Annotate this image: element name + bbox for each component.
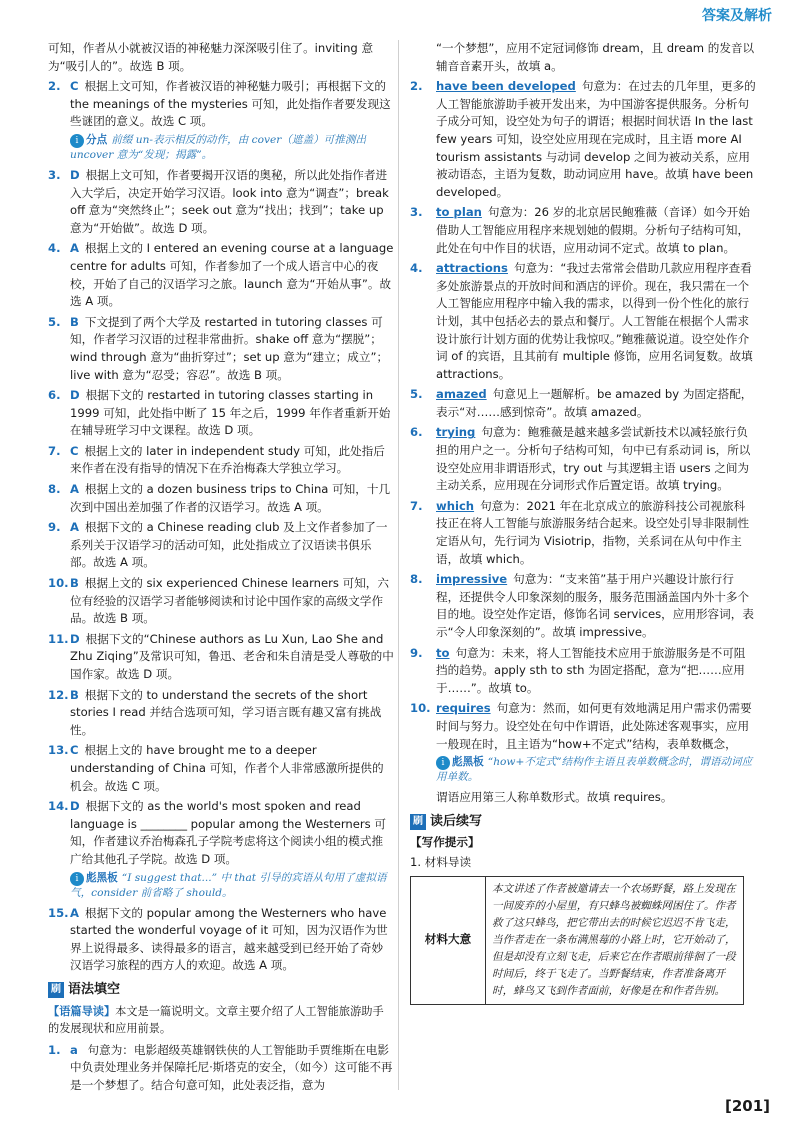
writing-section-title: 读后续写	[430, 813, 483, 829]
answer-explanation: 根据上文可知，作者被汉语的神秘魅力吸引；再根据下文的 the meanings of the mysteries 可知，此处指作者要发现这些谜团的意义。故选 C 项。	[70, 79, 391, 129]
answer-explanation: 句意为：“我过去常常会借助几款应用程序查看多处旅游景点的开放时间和酒店的评价。现在，我只需在一个人工智能应用程序中输入我的需求，以得到一份个性化的旅行计划，其中包括必去的景点和餐厅。人工智能在根据个人需求设计旅行计划方面的优势让我惊叹。”鲍雅薇说道。设空处作介词 of 的宾语，且其前有 multiple 修饰，应用名词复数。故填 attractions。	[436, 261, 753, 381]
header-title: 答案及解析	[702, 8, 772, 24]
answer-explanation: 句意见上一题解析。be amazed by 为固定搭配，表示“对……感到惊奇”。故填 amazed。	[436, 387, 753, 419]
answer-explanation: 句意为：鲍雅薇是越来越多尝试新技术以减轻旅行负担的用户之一。分析句子结构可知，句中已有系动词 is，所以设空处应用非谓语形式，try out 与其逻辑主语 users 之间为主动关系，应用现在分词形式作后置定语。故填 trying。	[436, 425, 751, 493]
answer-item	[48, 742, 394, 795]
answer-explanation: 句意为：26 岁的北京居民鲍雅薇（音译）如今开始借助人工智能应用程序来规划她的假期。分析句子结构可知，此处在句中作目的状语，应用动词不定式。故填 to plan。	[436, 205, 750, 255]
answer-item	[410, 386, 756, 421]
answer-explanation: 句意为：2021 年在北京成立的旅游科技公司视旅科技正在将人工智能与旅游服务结合起来。设空处引导非限制性定语从句，先行词为 Visiotrip，指物，关系词在从句中作主语，故填 which。	[436, 498, 750, 566]
answer-number: 7.	[48, 443, 61, 458]
answer-item	[48, 387, 394, 440]
answer-number: 11.	[48, 631, 69, 646]
answer-key: B	[70, 576, 79, 591]
answer-key: impressive	[436, 572, 508, 587]
left-answer-list	[48, 78, 394, 975]
answer-number: 3.	[410, 205, 423, 220]
answer-explanation: 句意为：在过去的几年里，更多的人工智能旅游助手被开发出来，为中国游客提供服务。分析句子成分可知，设空处为句子的谓语；根据时间状语 In the last few years 可知，设空处应用现在完成时，且主语 more AI tourism assistants 与动词 develop 之间为被动关系，应用被动语态，主语为复数，助动词应用 have。故填 have been developed。	[436, 79, 756, 199]
left-intro: 可知，作者从小就被汉语的神秘魅力深深吸引住了。inviting 意为“吸引人的”。故选 B 项。	[48, 41, 374, 73]
answer-item	[410, 260, 756, 383]
answer-item	[410, 498, 756, 568]
answer-key: attractions	[436, 261, 508, 276]
answer-explanation: 根据上文的 a dozen business trips to China 可知，十几次到中国出差加强了作者的汉语学习。故选 A 项。	[70, 482, 391, 514]
left-column	[48, 40, 394, 1097]
answer-key: have been developed	[436, 79, 576, 94]
section-book-icon: 刷	[410, 814, 426, 830]
answer-item	[410, 424, 756, 494]
note-badge-icon: i	[70, 134, 84, 148]
answer-explanation: 根据下文的 as the world's most spoken and read language is ________ popular among the Westerners 可知，作者建议乔治梅森孔子学院考虑将这个阅读小组的模式推广给其他孔子学院。故选 D 项。	[70, 799, 386, 866]
right-intro: “一个梦想”，应用不定冠词修饰 dream，且 dream 的发音以辅音音素开头，故填 a。	[436, 41, 755, 73]
grammar-item-1	[48, 1042, 394, 1095]
writing-section-heading	[410, 813, 756, 831]
note-tag: 彪黑板	[86, 871, 118, 884]
answer-explanation: 句意为：然而，如何更有效地满足用户需求仍需要时间与努力。设空处在句中作谓语，此处陈述客观事实，应用一般现在时，且主语为“how+不定式”结构，表单数概念，	[436, 701, 752, 751]
section-book-icon: 刷	[48, 982, 64, 998]
grammar-item-1-num: 1.	[48, 1042, 61, 1057]
note-text: “how+不定式”结构作主语且表单数概念时，谓语动词应用单数。	[436, 756, 753, 784]
answer-number: 3.	[48, 167, 61, 182]
writing-hint-title: 【写作提示】	[410, 835, 480, 850]
answer-number: 2.	[48, 79, 61, 94]
answer-number: 5.	[48, 314, 61, 329]
answer-item	[48, 631, 394, 684]
answer-key: to	[436, 645, 450, 660]
grammar-guide-label: 【语篇导读】	[48, 1004, 116, 1018]
column-divider	[398, 40, 399, 1090]
answer-explanation: 根据上文的 have brought me to a deeper understanding of China 可知，作者个人非常感激所提供的机会。故选 C 项。	[70, 743, 384, 793]
answer-number: 4.	[410, 261, 423, 276]
answer-key: D	[70, 388, 80, 403]
answer-explanation: 句意为：“支来笛”基于用户兴趣设计旅行行程，还提供令人印象深刻的服务，服务范围涵盖国内外十多个目的地。设空处作定语，修饰名词 services，应用形容词，表示“令人印象深刻的”。故填 impressive。	[436, 572, 754, 639]
answer-key: trying	[436, 425, 476, 440]
answer-item	[48, 687, 394, 740]
answer-key: B	[70, 314, 79, 329]
grammar-section-title: 语法填空	[68, 981, 121, 997]
answer-explanation: 根据下文的 a Chinese reading club 及上文作者参加了一系列关于汉语学习的活动可知，此处指成立了汉语读书俱乐部。故选 A 项。	[70, 520, 388, 570]
answer-note	[70, 871, 394, 901]
material-key: 材料大意	[411, 876, 486, 1004]
answer-explanation: 根据上文的 I entered an evening course at a language centre for adults 可知，作者参加了一个成人语言中心的夜校，开始了自己的汉语学习之旅。launch 意为“开始从事”。故选 A 项。	[70, 241, 394, 309]
page-number: [ 201 ]	[725, 1098, 770, 1116]
answer-explanation: 根据下文的 popular among the Westerners who have started the wonderful voyage of it 可知，因为汉语作为世界上说得最多、读得最多的语言，越来越受到已经开始了奇妙汉语学习旅程的西方人的欢迎。故选 A 项。	[70, 905, 388, 973]
answer-number: 6.	[48, 388, 61, 403]
answer-key: A	[70, 241, 79, 256]
answer-number: 2.	[410, 79, 423, 94]
answer-key: A	[70, 520, 79, 535]
answer-key: A	[70, 905, 79, 920]
answer-item	[48, 575, 394, 628]
answer-number: 10.	[48, 576, 69, 591]
note-text: 前缀 un-表示相反的动作，由 cover（遮盖）可推测出 uncover 意为“发现；揭露”。	[70, 133, 367, 161]
grammar-section-heading	[48, 981, 394, 999]
answer-item	[410, 645, 756, 698]
answer-key: C	[70, 79, 79, 94]
answer-number: 6.	[410, 425, 423, 440]
answer-item	[48, 798, 394, 900]
answer-number: 8.	[48, 482, 61, 497]
answer-key: amazed	[436, 387, 487, 402]
answer-key: C	[70, 443, 79, 458]
answer-item	[410, 204, 756, 257]
answer-item	[48, 905, 394, 975]
answer-explanation: 根据下文的“Chinese authors as Lu Xun, Lao She and Zhu Ziqing”及常识可知，鲁迅、老舍和朱自清是受人尊敬的中国作家。故选 D 项。	[70, 631, 394, 681]
answer-number: 5.	[410, 387, 423, 402]
answer-key: A	[70, 482, 79, 497]
answer-key: to plan	[436, 205, 482, 220]
answer-number: 10.	[410, 701, 431, 716]
answer-explanation: 根据上文的 later in independent study 可知，此处指后来作者在没有指导的情况下在乔治梅森大学独立学习。	[70, 443, 385, 476]
note-text: “I suggest that...” 中 that 引导的宾语从句用了虚拟语气，consider 前省略了 should。	[70, 871, 387, 899]
answer-key: requires	[436, 701, 491, 716]
answer-number: 13.	[48, 743, 69, 758]
answer-number: 14.	[48, 799, 69, 814]
answer-item	[48, 240, 394, 310]
answer-item	[410, 700, 756, 785]
answer-number: 4.	[48, 241, 61, 256]
answer-note	[70, 133, 394, 163]
answer-key: C	[70, 743, 79, 758]
answer-item	[410, 571, 756, 641]
answer-note	[436, 755, 756, 785]
answer-item	[48, 443, 394, 478]
answer-explanation: 根据上文的 six experienced Chinese learners 可知，六位有经验的汉语学习者能够阅读和讨论中国作家的高级文学作品。故选 B 项。	[70, 576, 389, 626]
answer-item	[48, 481, 394, 516]
note-tag: 彪黑板	[452, 756, 484, 769]
right-tail: 谓语应用第三人称单数形式。故填 requires。	[436, 790, 673, 805]
right-answer-list	[410, 78, 756, 785]
grammar-item-1-text: 句意为：电影超级英雄钢铁侠的人工智能助手贾维斯在电影中负责处理业务并保障托尼·斯塔克的安全，（如今）这可能不再是一个梦想了。结合句意可知，此处表泛指，意为	[70, 1042, 393, 1092]
answer-item	[48, 78, 394, 163]
answer-number: 15.	[48, 905, 69, 920]
answer-key: B	[70, 687, 79, 702]
material-text: 本文讲述了作者被邀请去一个农场野餐，路上发现在一间废弃的小屋里，有只蜂鸟被蜘蛛网困住了。作者救了这只蜂鸟，把它带出去的时候它迟迟不肯飞走，当作者走在一条布满黑莓的小路上时，它开始动了，但是却没有立刻飞走，后来它在作者眼前徘徊了一段时间后，终于飞走了。当野餐结束，作者准备离开时，蜂鸟又飞到作者面前，好像是在和作者告别。	[486, 876, 744, 1004]
answer-item	[48, 519, 394, 572]
answer-explanation: 句意为：未来，将人工智能技术应用于旅游服务是不可阻挡的趋势。apply sth to sth 为固定搭配，意为“把……应用于……”。故填 to。	[436, 645, 746, 695]
right-column	[410, 40, 756, 1005]
answer-key: D	[70, 631, 80, 646]
answer-item	[410, 78, 756, 201]
answer-key: D	[70, 167, 80, 182]
answer-explanation: 根据下文的 to understand the secrets of the short stories I read 并结合选项可知，学习语言既有趣又富有挑战性。	[70, 687, 382, 737]
answer-explanation: 根据下文的 restarted in tutoring classes starting in 1999 可知，此处指中断了 15 年之后，1999 年作者重新开始在辅导班学习中文课程。故选 D 项。	[70, 388, 391, 438]
answer-explanation: 下文提到了两个大学及 restarted in tutoring classes 可知，作者学习汉语的过程非常曲折。shake off 意为“摆脱”；wind through 意为“曲折穿过”；set up 意为“建立；成立”；live with 意为“忍受；容忍”。故选 B 项。	[70, 314, 389, 382]
material-subtitle: 1. 材料导读	[410, 854, 472, 869]
answer-item	[48, 314, 394, 384]
answer-number: 8.	[410, 572, 423, 587]
answer-number: 9.	[48, 520, 61, 535]
answer-key: D	[70, 799, 80, 814]
answer-number: 12.	[48, 687, 69, 702]
answer-number: 7.	[410, 498, 423, 513]
grammar-guide-text: 本文是一篇说明文。文章主要介绍了人工智能旅游助手的发展现状和应用前景。	[48, 1004, 384, 1036]
material-table	[410, 876, 744, 1005]
answer-explanation: 根据上文可知，作者要揭开汉语的奥秘，所以此处指作者进入大学后，决定开始学习汉语。look into 意为“调查”；break off 意为“突然终止”；seek out 意为“找出；找到”；take up 意为“开始做”。故选 D 项。	[70, 167, 389, 235]
grammar-item-1-answer: a	[70, 1042, 78, 1057]
answer-key: which	[436, 498, 475, 513]
answer-item	[48, 167, 394, 237]
answer-number: 9.	[410, 645, 423, 660]
note-badge-icon: i	[436, 756, 450, 770]
note-badge-icon: i	[70, 872, 84, 886]
grammar-guide	[48, 1003, 394, 1038]
note-tag: 分点	[86, 133, 108, 146]
